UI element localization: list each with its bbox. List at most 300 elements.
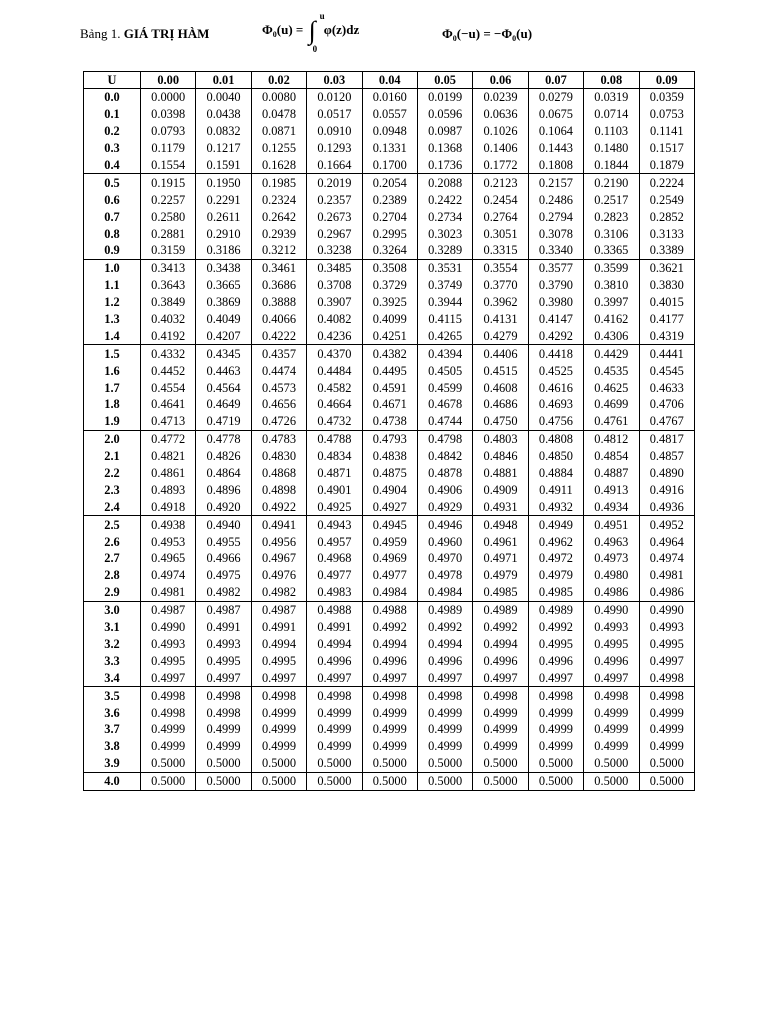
table-cell: 0.2673 xyxy=(307,208,362,225)
row-label-u: 3.9 xyxy=(84,755,141,772)
table-cell: 0.3997 xyxy=(584,294,639,311)
table-cell: 0.4940 xyxy=(196,516,251,533)
table-row xyxy=(84,652,695,669)
table-cell: 0.4966 xyxy=(196,550,251,567)
row-label-u: 3.6 xyxy=(84,704,141,721)
column-header: 0.04 xyxy=(362,72,417,89)
table-cell: 0.5000 xyxy=(473,772,528,790)
table-cell: 0.5000 xyxy=(307,755,362,772)
row-label-u: 4.0 xyxy=(84,772,141,790)
table-cell: 0.3531 xyxy=(417,259,472,276)
table-cell: 0.2734 xyxy=(417,208,472,225)
table-cell: 0.4625 xyxy=(584,379,639,396)
table-cell: 0.4999 xyxy=(528,738,583,755)
table-row xyxy=(84,140,695,157)
table-cell: 0.3621 xyxy=(639,259,694,276)
table-cell: 0.4990 xyxy=(141,619,196,636)
table-cell: 0.0279 xyxy=(528,89,583,106)
table-cell: 0.3686 xyxy=(251,277,306,294)
table-cell: 0.4998 xyxy=(196,687,251,704)
table-cell: 0.4999 xyxy=(251,738,306,755)
table-cell: 0.4965 xyxy=(141,550,196,567)
table-row xyxy=(84,601,695,618)
table-cell: 0.3106 xyxy=(584,225,639,242)
row-label-u: 1.0 xyxy=(84,259,141,276)
table-cell: 0.4884 xyxy=(528,465,583,482)
table-cell: 0.1628 xyxy=(251,157,306,174)
column-header: 0.09 xyxy=(639,72,694,89)
table-row xyxy=(84,345,695,362)
table-cell: 0.3186 xyxy=(196,242,251,259)
table-cell: 0.5000 xyxy=(141,755,196,772)
table-cell: 0.4994 xyxy=(417,636,472,653)
table-cell: 0.1103 xyxy=(584,123,639,140)
table-cell: 0.0000 xyxy=(141,89,196,106)
table-cell: 0.4772 xyxy=(141,430,196,447)
table-cell: 0.4994 xyxy=(362,636,417,653)
table-cell: 0.4803 xyxy=(473,430,528,447)
table-cell: 0.4719 xyxy=(196,413,251,430)
row-label-u: 1.8 xyxy=(84,396,141,413)
table-cell: 0.4952 xyxy=(639,516,694,533)
table-cell: 0.4861 xyxy=(141,465,196,482)
table-cell: 0.1443 xyxy=(528,140,583,157)
table-cell: 0.4999 xyxy=(141,721,196,738)
table-cell: 0.5000 xyxy=(584,755,639,772)
table-cell: 0.4147 xyxy=(528,311,583,328)
row-label-u: 1.4 xyxy=(84,327,141,344)
table-row xyxy=(84,584,695,601)
table-cell: 0.2324 xyxy=(251,191,306,208)
row-label-u: 0.9 xyxy=(84,242,141,259)
table-cell: 0.4131 xyxy=(473,311,528,328)
row-label-u: 2.1 xyxy=(84,448,141,465)
table-cell: 0.4979 xyxy=(473,567,528,584)
table-cell: 0.3051 xyxy=(473,225,528,242)
table-cell: 0.4706 xyxy=(639,396,694,413)
column-header: 0.05 xyxy=(417,72,472,89)
table-cell: 0.3023 xyxy=(417,225,472,242)
table-cell: 0.4515 xyxy=(473,362,528,379)
row-label-u: 3.5 xyxy=(84,687,141,704)
table-row xyxy=(84,448,695,465)
table-cell: 0.4943 xyxy=(307,516,362,533)
table-cell: 0.4934 xyxy=(584,498,639,515)
table-cell: 0.2257 xyxy=(141,191,196,208)
table-cell: 0.1950 xyxy=(196,174,251,191)
row-label-u: 0.4 xyxy=(84,157,141,174)
table-cell: 0.4945 xyxy=(362,516,417,533)
table-body xyxy=(84,89,695,791)
table-cell: 0.4998 xyxy=(584,687,639,704)
table-cell: 0.4850 xyxy=(528,448,583,465)
table-cell: 0.1591 xyxy=(196,157,251,174)
table-cell: 0.4015 xyxy=(639,294,694,311)
table-cell: 0.4984 xyxy=(362,584,417,601)
table-cell: 0.4177 xyxy=(639,311,694,328)
table-row xyxy=(84,89,695,106)
table-cell: 0.5000 xyxy=(362,772,417,790)
table-cell: 0.4591 xyxy=(362,379,417,396)
table-cell: 0.4998 xyxy=(362,687,417,704)
table-cell: 0.0871 xyxy=(251,123,306,140)
row-label-u: 2.4 xyxy=(84,498,141,515)
row-label-u: 2.5 xyxy=(84,516,141,533)
table-cell: 0.4599 xyxy=(417,379,472,396)
table-cell: 0.3907 xyxy=(307,294,362,311)
table-cell: 0.4115 xyxy=(417,311,472,328)
table-cell: 0.4649 xyxy=(196,396,251,413)
table-cell: 0.4990 xyxy=(584,601,639,618)
table-cell: 0.4999 xyxy=(417,704,472,721)
table-cell: 0.3365 xyxy=(584,242,639,259)
table-cell: 0.2549 xyxy=(639,191,694,208)
column-header: 0.01 xyxy=(196,72,251,89)
table-cell: 0.4913 xyxy=(584,481,639,498)
table-cell: 0.2642 xyxy=(251,208,306,225)
table-cell: 0.4995 xyxy=(639,636,694,653)
table-cell: 0.4999 xyxy=(584,704,639,721)
table-cell: 0.4996 xyxy=(473,652,528,669)
table-cell: 0.4357 xyxy=(251,345,306,362)
table-cell: 0.2486 xyxy=(528,191,583,208)
table-cell: 0.4999 xyxy=(362,738,417,755)
table-cell: 0.4997 xyxy=(307,669,362,686)
table-cell: 0.3925 xyxy=(362,294,417,311)
table-cell: 0.2704 xyxy=(362,208,417,225)
table-cell: 0.4989 xyxy=(473,601,528,618)
table-cell: 0.3485 xyxy=(307,259,362,276)
table-cell: 0.4998 xyxy=(528,687,583,704)
table-cell: 0.2881 xyxy=(141,225,196,242)
table-cell: 0.4999 xyxy=(584,721,639,738)
table-cell: 0.3749 xyxy=(417,277,472,294)
table-cell: 0.4982 xyxy=(251,584,306,601)
table-cell: 0.4032 xyxy=(141,311,196,328)
table-cell: 0.4656 xyxy=(251,396,306,413)
table-cell: 0.4993 xyxy=(639,619,694,636)
table-cell: 0.5000 xyxy=(417,772,472,790)
table-cell: 0.4732 xyxy=(307,413,362,430)
row-label-u: 0.3 xyxy=(84,140,141,157)
table-cell: 0.2088 xyxy=(417,174,472,191)
formula-integrand: φ(z)dz xyxy=(323,21,360,37)
symmetry-formula xyxy=(442,26,532,43)
table-cell: 0.4821 xyxy=(141,448,196,465)
table-row xyxy=(84,242,695,259)
table-cell: 0.0948 xyxy=(362,123,417,140)
table-cell: 0.4999 xyxy=(307,704,362,721)
table-cell: 0.4738 xyxy=(362,413,417,430)
table-cell: 0.4974 xyxy=(639,550,694,567)
table-cell: 0.4959 xyxy=(362,533,417,550)
table-cell: 0.4545 xyxy=(639,362,694,379)
table-cell: 0.4948 xyxy=(473,516,528,533)
table-cell: 0.3790 xyxy=(528,277,583,294)
table-cell: 0.4997 xyxy=(417,669,472,686)
table-cell: 0.4998 xyxy=(196,704,251,721)
table-cell: 0.4996 xyxy=(417,652,472,669)
table-cell: 0.4988 xyxy=(307,601,362,618)
table-cell: 0.4990 xyxy=(639,601,694,618)
table-cell: 0.2190 xyxy=(584,174,639,191)
table-cell: 0.4699 xyxy=(584,396,639,413)
table-cell: 0.3413 xyxy=(141,259,196,276)
table-cell: 0.4999 xyxy=(473,738,528,755)
table-cell: 0.2967 xyxy=(307,225,362,242)
table-row xyxy=(84,362,695,379)
table-cell: 0.4996 xyxy=(362,652,417,669)
table-cell: 0.4999 xyxy=(417,738,472,755)
row-label-u: 2.6 xyxy=(84,533,141,550)
table-cell: 0.5000 xyxy=(528,772,583,790)
table-cell: 0.4986 xyxy=(639,584,694,601)
table-cell: 0.3962 xyxy=(473,294,528,311)
table-cell: 0.4236 xyxy=(307,327,362,344)
table-cell: 0.4997 xyxy=(639,652,694,669)
table-cell: 0.4857 xyxy=(639,448,694,465)
table-cell: 0.4778 xyxy=(196,430,251,447)
table-cell: 0.4887 xyxy=(584,465,639,482)
table-cell: 0.4854 xyxy=(584,448,639,465)
table-cell: 0.3770 xyxy=(473,277,528,294)
table-cell: 0.1026 xyxy=(473,123,528,140)
table-cell: 0.4394 xyxy=(417,345,472,362)
table-cell: 0.4992 xyxy=(528,619,583,636)
table-cell: 0.4793 xyxy=(362,430,417,447)
table-cell: 0.3508 xyxy=(362,259,417,276)
table-cell: 0.4977 xyxy=(307,567,362,584)
table-row xyxy=(84,191,695,208)
table-cell: 0.4962 xyxy=(528,533,583,550)
table-cell: 0.1844 xyxy=(584,157,639,174)
table-row xyxy=(84,721,695,738)
table-cell: 0.4999 xyxy=(251,704,306,721)
table-cell: 0.2764 xyxy=(473,208,528,225)
table-cell: 0.4999 xyxy=(307,738,362,755)
table-cell: 0.3289 xyxy=(417,242,472,259)
table-cell: 0.3980 xyxy=(528,294,583,311)
table-cell: 0.4999 xyxy=(639,704,694,721)
table-header-row xyxy=(84,72,695,89)
table-cell: 0.4999 xyxy=(417,721,472,738)
table-cell: 0.4994 xyxy=(307,636,362,653)
table-cell: 0.4998 xyxy=(141,687,196,704)
table-cell: 0.4999 xyxy=(251,721,306,738)
table-cell: 0.4987 xyxy=(141,601,196,618)
row-label-u: 3.4 xyxy=(84,669,141,686)
row-label-u: 3.0 xyxy=(84,601,141,618)
table-cell: 0.3212 xyxy=(251,242,306,259)
table-cell: 0.2823 xyxy=(584,208,639,225)
table-cell: 0.1664 xyxy=(307,157,362,174)
table-cell: 0.4995 xyxy=(584,636,639,653)
table-cell: 0.4972 xyxy=(528,550,583,567)
table-cell: 0.0675 xyxy=(528,106,583,123)
column-header: 0.06 xyxy=(473,72,528,89)
table-cell: 0.0753 xyxy=(639,106,694,123)
table-cell: 0.4997 xyxy=(141,669,196,686)
table-cell: 0.1517 xyxy=(639,140,694,157)
table-cell: 0.4932 xyxy=(528,498,583,515)
table-cell: 0.4991 xyxy=(251,619,306,636)
table-cell: 0.5000 xyxy=(639,772,694,790)
table-caption xyxy=(80,26,209,42)
table-cell: 0.3665 xyxy=(196,277,251,294)
table-cell: 0.4864 xyxy=(196,465,251,482)
table-cell: 0.4868 xyxy=(251,465,306,482)
table-cell: 0.4998 xyxy=(639,669,694,686)
table-cell: 0.4998 xyxy=(473,687,528,704)
table-cell: 0.3554 xyxy=(473,259,528,276)
table-cell: 0.4988 xyxy=(362,601,417,618)
table-cell: 0.5000 xyxy=(473,755,528,772)
table-cell: 0.3944 xyxy=(417,294,472,311)
symmetry-end: (u) xyxy=(516,26,533,41)
formula-argument: (u) = xyxy=(276,21,304,37)
table-cell: 0.0080 xyxy=(251,89,306,106)
table-cell: 0.4474 xyxy=(251,362,306,379)
table-cell: 0.4901 xyxy=(307,481,362,498)
table-cell: 0.4251 xyxy=(362,327,417,344)
symmetry-middle: (−u) = −Φ xyxy=(456,26,513,41)
table-cell: 0.4192 xyxy=(141,327,196,344)
table-cell: 0.4998 xyxy=(251,687,306,704)
table-cell: 0.4993 xyxy=(196,636,251,653)
table-cell: 0.4953 xyxy=(141,533,196,550)
table-cell: 0.4846 xyxy=(473,448,528,465)
table-row xyxy=(84,567,695,584)
table-cell: 0.3461 xyxy=(251,259,306,276)
table-cell: 0.2422 xyxy=(417,191,472,208)
table-cell: 0.5000 xyxy=(639,755,694,772)
table-cell: 0.4788 xyxy=(307,430,362,447)
table-cell: 0.4893 xyxy=(141,481,196,498)
table-cell: 0.5000 xyxy=(251,772,306,790)
table-row xyxy=(84,379,695,396)
table-cell: 0.2611 xyxy=(196,208,251,225)
table-cell: 0.4808 xyxy=(528,430,583,447)
caption-prefix: Bảng 1. xyxy=(80,26,121,41)
table-cell: 0.4997 xyxy=(251,669,306,686)
table-cell: 0.4484 xyxy=(307,362,362,379)
table-cell: 0.4996 xyxy=(584,652,639,669)
table-cell: 0.4960 xyxy=(417,533,472,550)
table-cell: 0.0120 xyxy=(307,89,362,106)
table-cell: 0.4573 xyxy=(251,379,306,396)
table-row xyxy=(84,123,695,140)
table-cell: 0.3315 xyxy=(473,242,528,259)
table-cell: 0.4987 xyxy=(251,601,306,618)
table-cell: 0.4693 xyxy=(528,396,583,413)
table-cell: 0.4207 xyxy=(196,327,251,344)
table-cell: 0.4993 xyxy=(584,619,639,636)
table-cell: 0.4999 xyxy=(473,721,528,738)
table-cell: 0.1331 xyxy=(362,140,417,157)
table-cell: 0.4922 xyxy=(251,498,306,515)
table-cell: 0.0040 xyxy=(196,89,251,106)
table-cell: 0.3389 xyxy=(639,242,694,259)
table-cell: 0.4975 xyxy=(196,567,251,584)
table-cell: 0.1554 xyxy=(141,157,196,174)
table-cell: 0.4981 xyxy=(141,584,196,601)
table-cell: 0.4995 xyxy=(528,636,583,653)
caption-title: GIÁ TRỊ HÀM xyxy=(123,26,210,41)
row-label-u: 2.7 xyxy=(84,550,141,567)
table-cell: 0.4878 xyxy=(417,465,472,482)
table-cell: 0.4756 xyxy=(528,413,583,430)
table-cell: 0.4406 xyxy=(473,345,528,362)
table-cell: 0.4834 xyxy=(307,448,362,465)
table-cell: 0.4798 xyxy=(417,430,472,447)
table-cell: 0.4951 xyxy=(584,516,639,533)
table-cell: 0.4881 xyxy=(473,465,528,482)
table-cell: 0.4977 xyxy=(362,567,417,584)
table-cell: 0.4418 xyxy=(528,345,583,362)
table-cell: 0.3888 xyxy=(251,294,306,311)
table-cell: 0.4999 xyxy=(307,721,362,738)
table-cell: 0.1255 xyxy=(251,140,306,157)
table-cell: 0.0438 xyxy=(196,106,251,123)
table-cell: 0.4994 xyxy=(251,636,306,653)
table-cell: 0.4971 xyxy=(473,550,528,567)
table-cell: 0.0596 xyxy=(417,106,472,123)
table-cell: 0.5000 xyxy=(362,755,417,772)
table-cell: 0.4946 xyxy=(417,516,472,533)
integral-sign-icon: ∫ u 0 xyxy=(308,11,325,54)
table-cell: 0.0478 xyxy=(251,106,306,123)
symmetry-lhs: Φ xyxy=(442,26,453,41)
table-cell: 0.4999 xyxy=(362,704,417,721)
table-cell: 0.4099 xyxy=(362,311,417,328)
table-row xyxy=(84,687,695,704)
table-cell: 0.0398 xyxy=(141,106,196,123)
table-cell: 0.1141 xyxy=(639,123,694,140)
row-label-u: 3.2 xyxy=(84,636,141,653)
table-cell: 0.1736 xyxy=(417,157,472,174)
table-cell: 0.4898 xyxy=(251,481,306,498)
table-cell: 0.4345 xyxy=(196,345,251,362)
row-label-u: 1.7 xyxy=(84,379,141,396)
table-cell: 0.4996 xyxy=(307,652,362,669)
table-cell: 0.4992 xyxy=(473,619,528,636)
integral-upper-limit: u xyxy=(319,11,325,21)
table-cell: 0.4941 xyxy=(251,516,306,533)
table-cell: 0.4994 xyxy=(473,636,528,653)
table-cell: 0.4992 xyxy=(362,619,417,636)
table-row xyxy=(84,755,695,772)
table-cell: 0.4842 xyxy=(417,448,472,465)
table-cell: 0.4726 xyxy=(251,413,306,430)
table-cell: 0.4969 xyxy=(362,550,417,567)
table-row xyxy=(84,533,695,550)
column-header: 0.07 xyxy=(528,72,583,89)
table-cell: 0.4678 xyxy=(417,396,472,413)
table-cell: 0.3869 xyxy=(196,294,251,311)
table-cell: 0.4996 xyxy=(528,652,583,669)
table-cell: 0.4918 xyxy=(141,498,196,515)
table-cell: 0.0714 xyxy=(584,106,639,123)
table-cell: 0.4049 xyxy=(196,311,251,328)
table-row xyxy=(84,277,695,294)
table-cell: 0.4999 xyxy=(141,738,196,755)
table-cell: 0.4964 xyxy=(639,533,694,550)
table-cell: 0.1064 xyxy=(528,123,583,140)
table-cell: 0.5000 xyxy=(584,772,639,790)
table-cell: 0.4554 xyxy=(141,379,196,396)
table-cell: 0.5000 xyxy=(196,755,251,772)
table-cell: 0.2157 xyxy=(528,174,583,191)
